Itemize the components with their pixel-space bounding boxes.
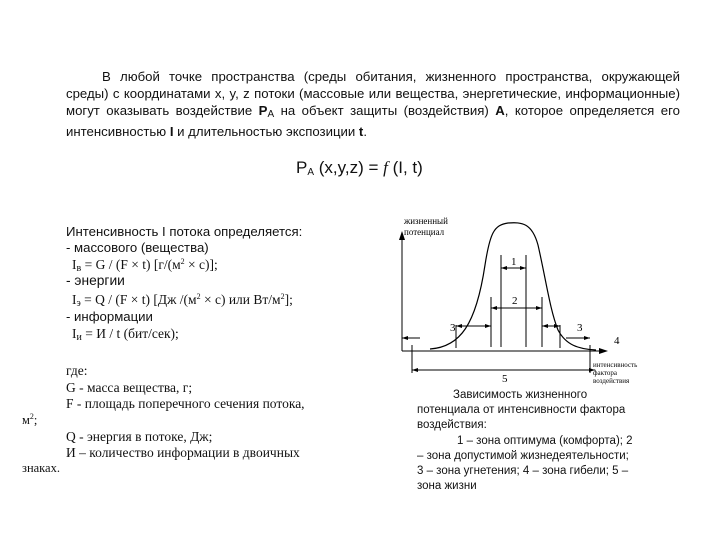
intro-text-3: , которое определяется его интенсивностью	[66, 103, 680, 139]
mass-i: I	[72, 257, 77, 272]
formula-p: P	[296, 158, 308, 177]
m2: м	[22, 413, 30, 427]
formula-rest: (I, t)	[387, 158, 423, 177]
energy-i: I	[72, 292, 77, 307]
a-letter: A	[495, 103, 505, 118]
y-axis-label-2: потенциал	[404, 227, 445, 237]
zone3-right-arrow-head-left	[542, 324, 548, 328]
t-letter: t	[358, 124, 364, 139]
energy-sub: э	[76, 298, 81, 309]
zone-1-label: 1	[511, 256, 517, 268]
zone4-right-arrow-head	[584, 336, 590, 340]
intensity-heading: Интенсивность I потока определяется:	[66, 224, 303, 239]
energy-flow-label: - энергии	[66, 273, 125, 288]
formula-subscript: A	[307, 167, 315, 178]
p-letter: P	[258, 103, 268, 118]
zone-4-label: 4	[614, 335, 620, 347]
x-axis-label-2: фактора	[593, 369, 618, 377]
info-rest: = И / t (бит/сек);	[81, 326, 179, 341]
caption-title-2: потенциала от интенсивности фактора	[417, 404, 626, 417]
i-letter: I	[169, 124, 174, 139]
life-potential-graph	[390, 205, 690, 385]
formula-args: (x,y,z) =	[318, 158, 384, 177]
intro-text-2: на объект защиты (воздействия)	[280, 103, 489, 118]
mass-intensity-formula	[72, 257, 218, 274]
info-flow-label: - информации	[66, 309, 153, 324]
energy-mid: × с) или Вт/м	[200, 292, 281, 307]
energy-sup: 2	[196, 292, 201, 301]
main-formula	[296, 158, 423, 178]
info-definition-end: знаках.	[22, 461, 60, 475]
intro-text-5: .	[363, 124, 367, 139]
f-definition: F - площадь поперечного сечения потока,	[66, 396, 305, 411]
intro-text-4: и длительностью экспозиции	[177, 124, 356, 139]
graph-caption	[417, 388, 645, 494]
caption-line-4: зона жизни	[417, 480, 477, 493]
x-axis-label-1: интенсивность	[593, 361, 638, 369]
info-intensity-formula	[72, 326, 179, 343]
zone-3-right-label: 3	[577, 322, 583, 334]
mass-flow-label: - массового (вещества)	[66, 240, 209, 255]
caption-title-1: Зависимость жизненного	[453, 389, 588, 401]
formula-function: f	[383, 158, 388, 177]
caption-line-1: 1 – зона оптимума (комфорта); 2	[457, 434, 633, 447]
q-definition: Q - энергия в потоке, Дж;	[66, 429, 213, 444]
mass-end: × с)];	[184, 257, 218, 272]
g-definition: G - масса вещества, г;	[66, 380, 193, 395]
zone-2-label: 2	[512, 295, 518, 307]
energy-rest: = Q / (F × t) [Дж /(м	[80, 292, 197, 307]
zone4-left-arrow-head	[402, 336, 408, 340]
p-subscript: A	[267, 109, 275, 120]
info-definition: И – количество информации в двоичных	[66, 445, 300, 460]
mass-rest: = G / (F × t) [г/(м	[81, 257, 181, 272]
zone3-left-arrow-head-left	[456, 324, 462, 328]
mass-sup: 2	[180, 257, 185, 266]
x-axis-label-3: воздействия	[593, 377, 630, 385]
zone1-arrow-head-left	[501, 266, 507, 270]
zone3-left-arrow-head-right	[485, 324, 491, 328]
info-i: I	[72, 326, 77, 341]
energy-intensity-formula	[72, 292, 293, 309]
intro-text-1: В любой точке пространства (среды обитания, жизненного пространства, окружающей среды) с координатами x, y, z потоки (массовые или вещества, энергетические, информационные) могут оказывать воздействие	[66, 69, 680, 118]
caption-title-3: воздействия:	[417, 419, 487, 432]
mass-sub: в	[76, 263, 82, 274]
x-axis-arrow	[599, 348, 608, 354]
m2-end: ;	[33, 413, 38, 427]
zone-3-left-label: 3	[450, 322, 456, 334]
zone1-arrow-head-right	[520, 266, 526, 270]
zone5-arrow-head-left	[412, 368, 418, 372]
f-units	[22, 412, 37, 428]
y-axis-label-1: жизненный	[404, 216, 448, 226]
caption-line-3: 3 – зона угнетения; 4 – зона гибели; 5 –	[417, 465, 629, 478]
zone-5-label: 5	[502, 373, 508, 385]
energy-sup2: 2	[280, 292, 285, 301]
zone2-arrow-head-right	[536, 306, 542, 310]
caption-line-2: – зона допустимой жизнедеятельности;	[417, 449, 629, 462]
where-label: где:	[66, 363, 88, 378]
intro-paragraph	[66, 68, 680, 140]
info-sub: и	[76, 332, 82, 343]
zone2-arrow-head-left	[491, 306, 497, 310]
energy-end: ];	[284, 292, 293, 307]
m2-sup: 2	[29, 412, 34, 421]
